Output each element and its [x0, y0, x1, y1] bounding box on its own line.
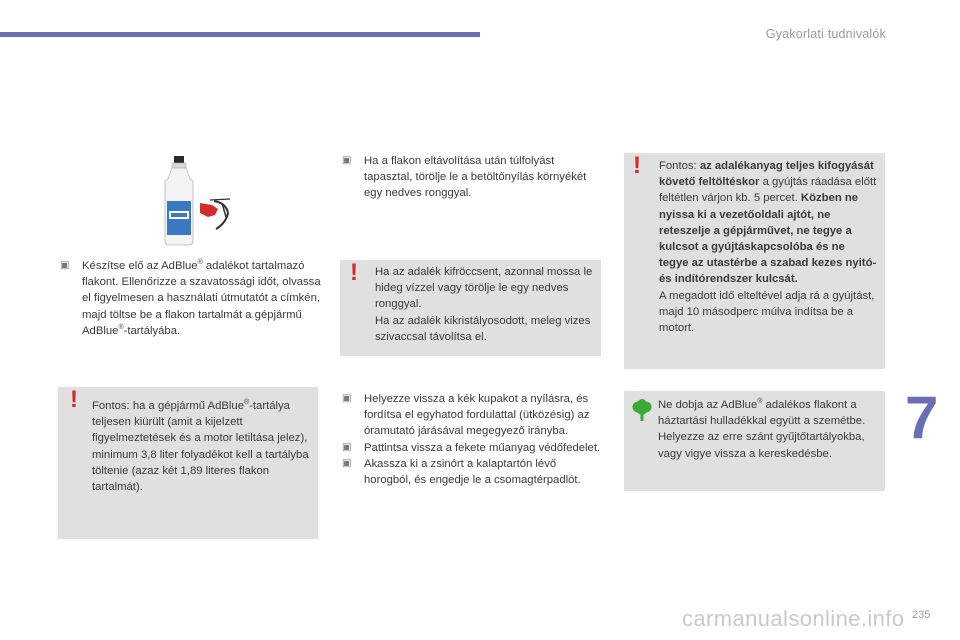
- environment-box-disposal: [624, 391, 885, 491]
- warning-box-refill-wait: [624, 153, 885, 369]
- warning-text-empty-tank: Fontos: ha a gépjármű AdBlue®-tartálya teljesen kiürült (amit a kijelzett figyelmeztetések és a motor letiltása jelez), minimum 3,8 liter folyadékot kell a tartályba töltenie (azaz két 1,89 literes flakon tartalmát).: [92, 399, 309, 494]
- checkbox-bullet-icon: ▣: [342, 457, 352, 469]
- chapter-number: 7: [905, 384, 939, 451]
- tree-icon: [631, 399, 653, 423]
- watermark: carmanualsonline.info: [682, 606, 905, 631]
- warning-box-spill: [340, 260, 601, 356]
- warning-text-spill: Ha az adalék kifröccsent, azonnal mossa le hideg vízzel vagy törölje le egy nedves ronggyal. Ha az adalék kikristályosodott, meleg vizes szivaccsal távolítsa el.: [375, 266, 593, 343]
- adblue-bottle-illustration: [160, 153, 240, 248]
- section-title: Gyakorlati tudnivalók: [765, 27, 886, 41]
- exclamation-icon: !: [70, 386, 78, 413]
- environment-text-disposal: Ne dobja az AdBlue® adalékos flakont a háztartási hulladékkal együtt a szemétbe. Helyezze az erre szánt gyűjtőtartályokba, vagy vigye vissza a kereskedésbe.: [658, 398, 866, 460]
- checkbox-bullet-icon: ▣: [342, 393, 352, 404]
- header-accent-bar: [0, 32, 480, 37]
- checkbox-bullet-icon: ▣: [342, 155, 352, 166]
- exclamation-icon: !: [350, 259, 358, 286]
- warning-box-empty-tank: [58, 387, 318, 539]
- exclamation-icon: !: [633, 152, 641, 179]
- steps-close-up: [342, 391, 604, 488]
- step-replace-cap: ▣ Helyezze vissza a kék kupakot a nyílásra, és fordítsa el egyhatod fordulattal (ütközésig) az óramutató járásával megegyező irányba.: [342, 393, 590, 438]
- checkbox-bullet-icon: ▣: [342, 441, 352, 453]
- checkbox-bullet-icon: ▣: [60, 260, 70, 271]
- page-number: 235: [912, 609, 931, 621]
- step-prepare-bottle: ▣ Készítse elő az AdBlue® adalékot tartalmazó flakont. Ellenőrizze a szavatossági időt, olvassa el figyelmesen a használati útmutatót a címkén, majd töltse be a flakon tartalmát a gépjármű AdBlue®-tartályába.: [60, 259, 321, 337]
- step-wipe-overflow: ▣ Ha a flakon eltávolítása után túlfolyást tapasztal, törölje le a betöltőnyílás környékét egy nedves ronggyal.: [342, 155, 587, 200]
- step-lower-floor: ▣ Akassza ki a zsinórt a kalaptartón lévő horogból, és engedje le a csomagtérpadlót.: [342, 457, 581, 487]
- warning-text-refill-wait: Fontos: az adalékanyag teljes kifogyását követő feltöltéskor a gyújtás ráadása előtt feltétlen várjon kb. 5 percet. Közben ne nyissa ki a vezetőoldali ajtót, ne reteszelje a gépjárművet, ne tegye a kulcsot a gyújtáskapcsolóba és ne tegye az utastérbe a szabad kezes nyitó-és indítórendszer kulcsát. A megadott idő elteltével adja rá a gyújtást, majd 10 másodperc múlva indítsa be a motort.: [659, 160, 877, 335]
- step-refit-cover: ▣ Pattintsa vissza a fekete műanyag védőfedelet.: [342, 440, 604, 456]
